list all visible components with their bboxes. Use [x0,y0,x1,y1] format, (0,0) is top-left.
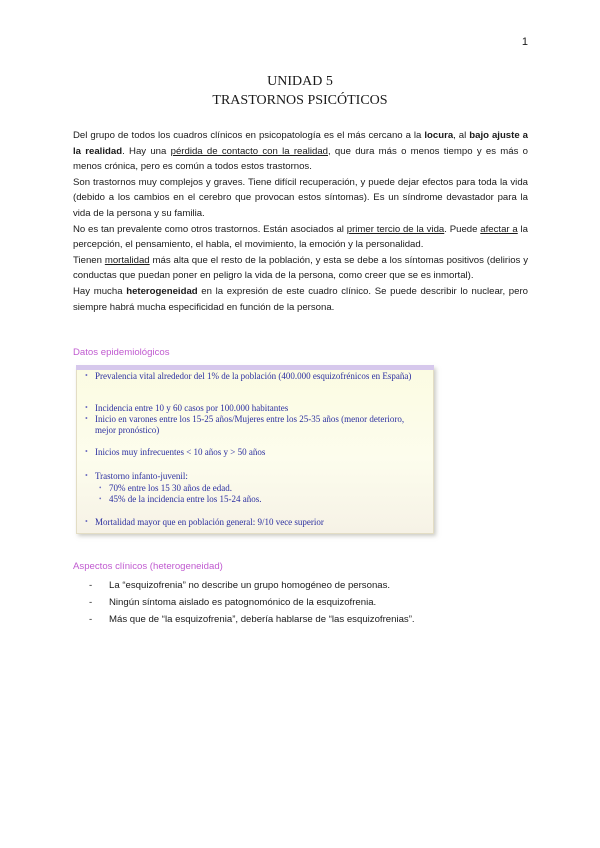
epi-subitem: • 70% entre los 15 30 años de edad. [99,483,232,493]
intro-text [73,128,528,315]
paragraph-mortalidad: Tienen mortalidad más alta que el resto de la población, y esta se debe a los síntomas positivos (delirios y conductas que puedan poner en peligro la vida de la persona, como creer que se es inmortal). [73,254,528,282]
epidemiology-heading: Datos epidemiológicos [73,347,170,358]
paragraph-prevalencia: No es tan prevalente como otros trastornos. Están asociados al primer tercio de la vida. Puede afectar a la percepción, el pensamiento, el habla, el movimiento, la emoción y la personalidad. [73,223,528,251]
bullet-icon: • [85,447,88,456]
epi-item: • Prevalencia vital alrededor del 1% de la población (400.000 esquizofrénicos en España) [85,371,412,381]
list-item: - Más que de “la esquizofrenia”, debería hablarse de “las esquizofrenias”. [89,611,529,628]
clinical-list [89,577,529,628]
bullet-icon: • [99,495,102,503]
epi-item: • Mortalidad mayor que en población general: 9/10 vece superior [85,517,324,527]
paragraph-locura: Del grupo de todos los cuadros clínicos en psicopatología es el más cercano a la locura, al bajo ajuste a la realidad. Hay una pérdida de contacto con la realidad, que dura más o menos tiempo y es más o menos crónica, pero es común a todos estos trastornos. [73,130,529,173]
box-accent-bar [76,365,434,370]
document-title [0,72,600,110]
bullet-icon: • [85,414,88,423]
unit-title: UNIDAD 5 [267,74,333,89]
paragraph-heterogeneidad: Hay mucha heterogeneidad en la expresión de este cuadro clínico. Se puede describir lo nuclear, pero siempre habrá mucha especificidad en función de la persona. [73,285,529,313]
epi-item: • Inicio en varones entre los 15-25 años/Mujeres entre los 25-35 años (menor deterioro, mejor pronóstico) [85,414,405,435]
dash-icon: - [89,597,93,608]
dash-icon: - [89,614,93,625]
epi-item: • Trastorno infanto-juvenil: [85,471,188,481]
paragraph-gravedad: Son trastornos muy complejos y graves. Tiene difícil recuperación, y puede dejar efectos para toda la vida (debido a los cambios en el cerebro que provocan estos síntomas). Es un síndrome devastador para la vida de la persona y su familia. [73,176,528,219]
list-item: - Ningún síntoma aislado es patognomónico de la esquizofrenia. [89,594,529,611]
bullet-icon: • [99,484,102,492]
epi-item: • Inicios muy infrecuentes < 10 años y > 50 años [85,447,266,457]
bullet-icon: • [85,517,88,526]
epidemiology-box [76,366,434,534]
epi-item: • Incidencia entre 10 y 60 casos por 100.000 habitantes [85,403,289,413]
page-number: 1 [521,36,528,48]
bullet-icon: • [85,471,88,480]
bullet-icon: • [85,371,88,380]
epi-subitem: • 45% de la incidencia entre los 15-24 años. [99,494,262,504]
bullet-icon: • [85,403,88,412]
topic-title: TRASTORNOS PSICÓTICOS [212,93,388,108]
dash-icon: - [89,580,93,591]
clinical-heading: Aspectos clínicos (heterogeneidad) [73,561,223,572]
list-item: - La “esquizofrenia” no describe un grupo homogéneo de personas. [89,577,529,594]
